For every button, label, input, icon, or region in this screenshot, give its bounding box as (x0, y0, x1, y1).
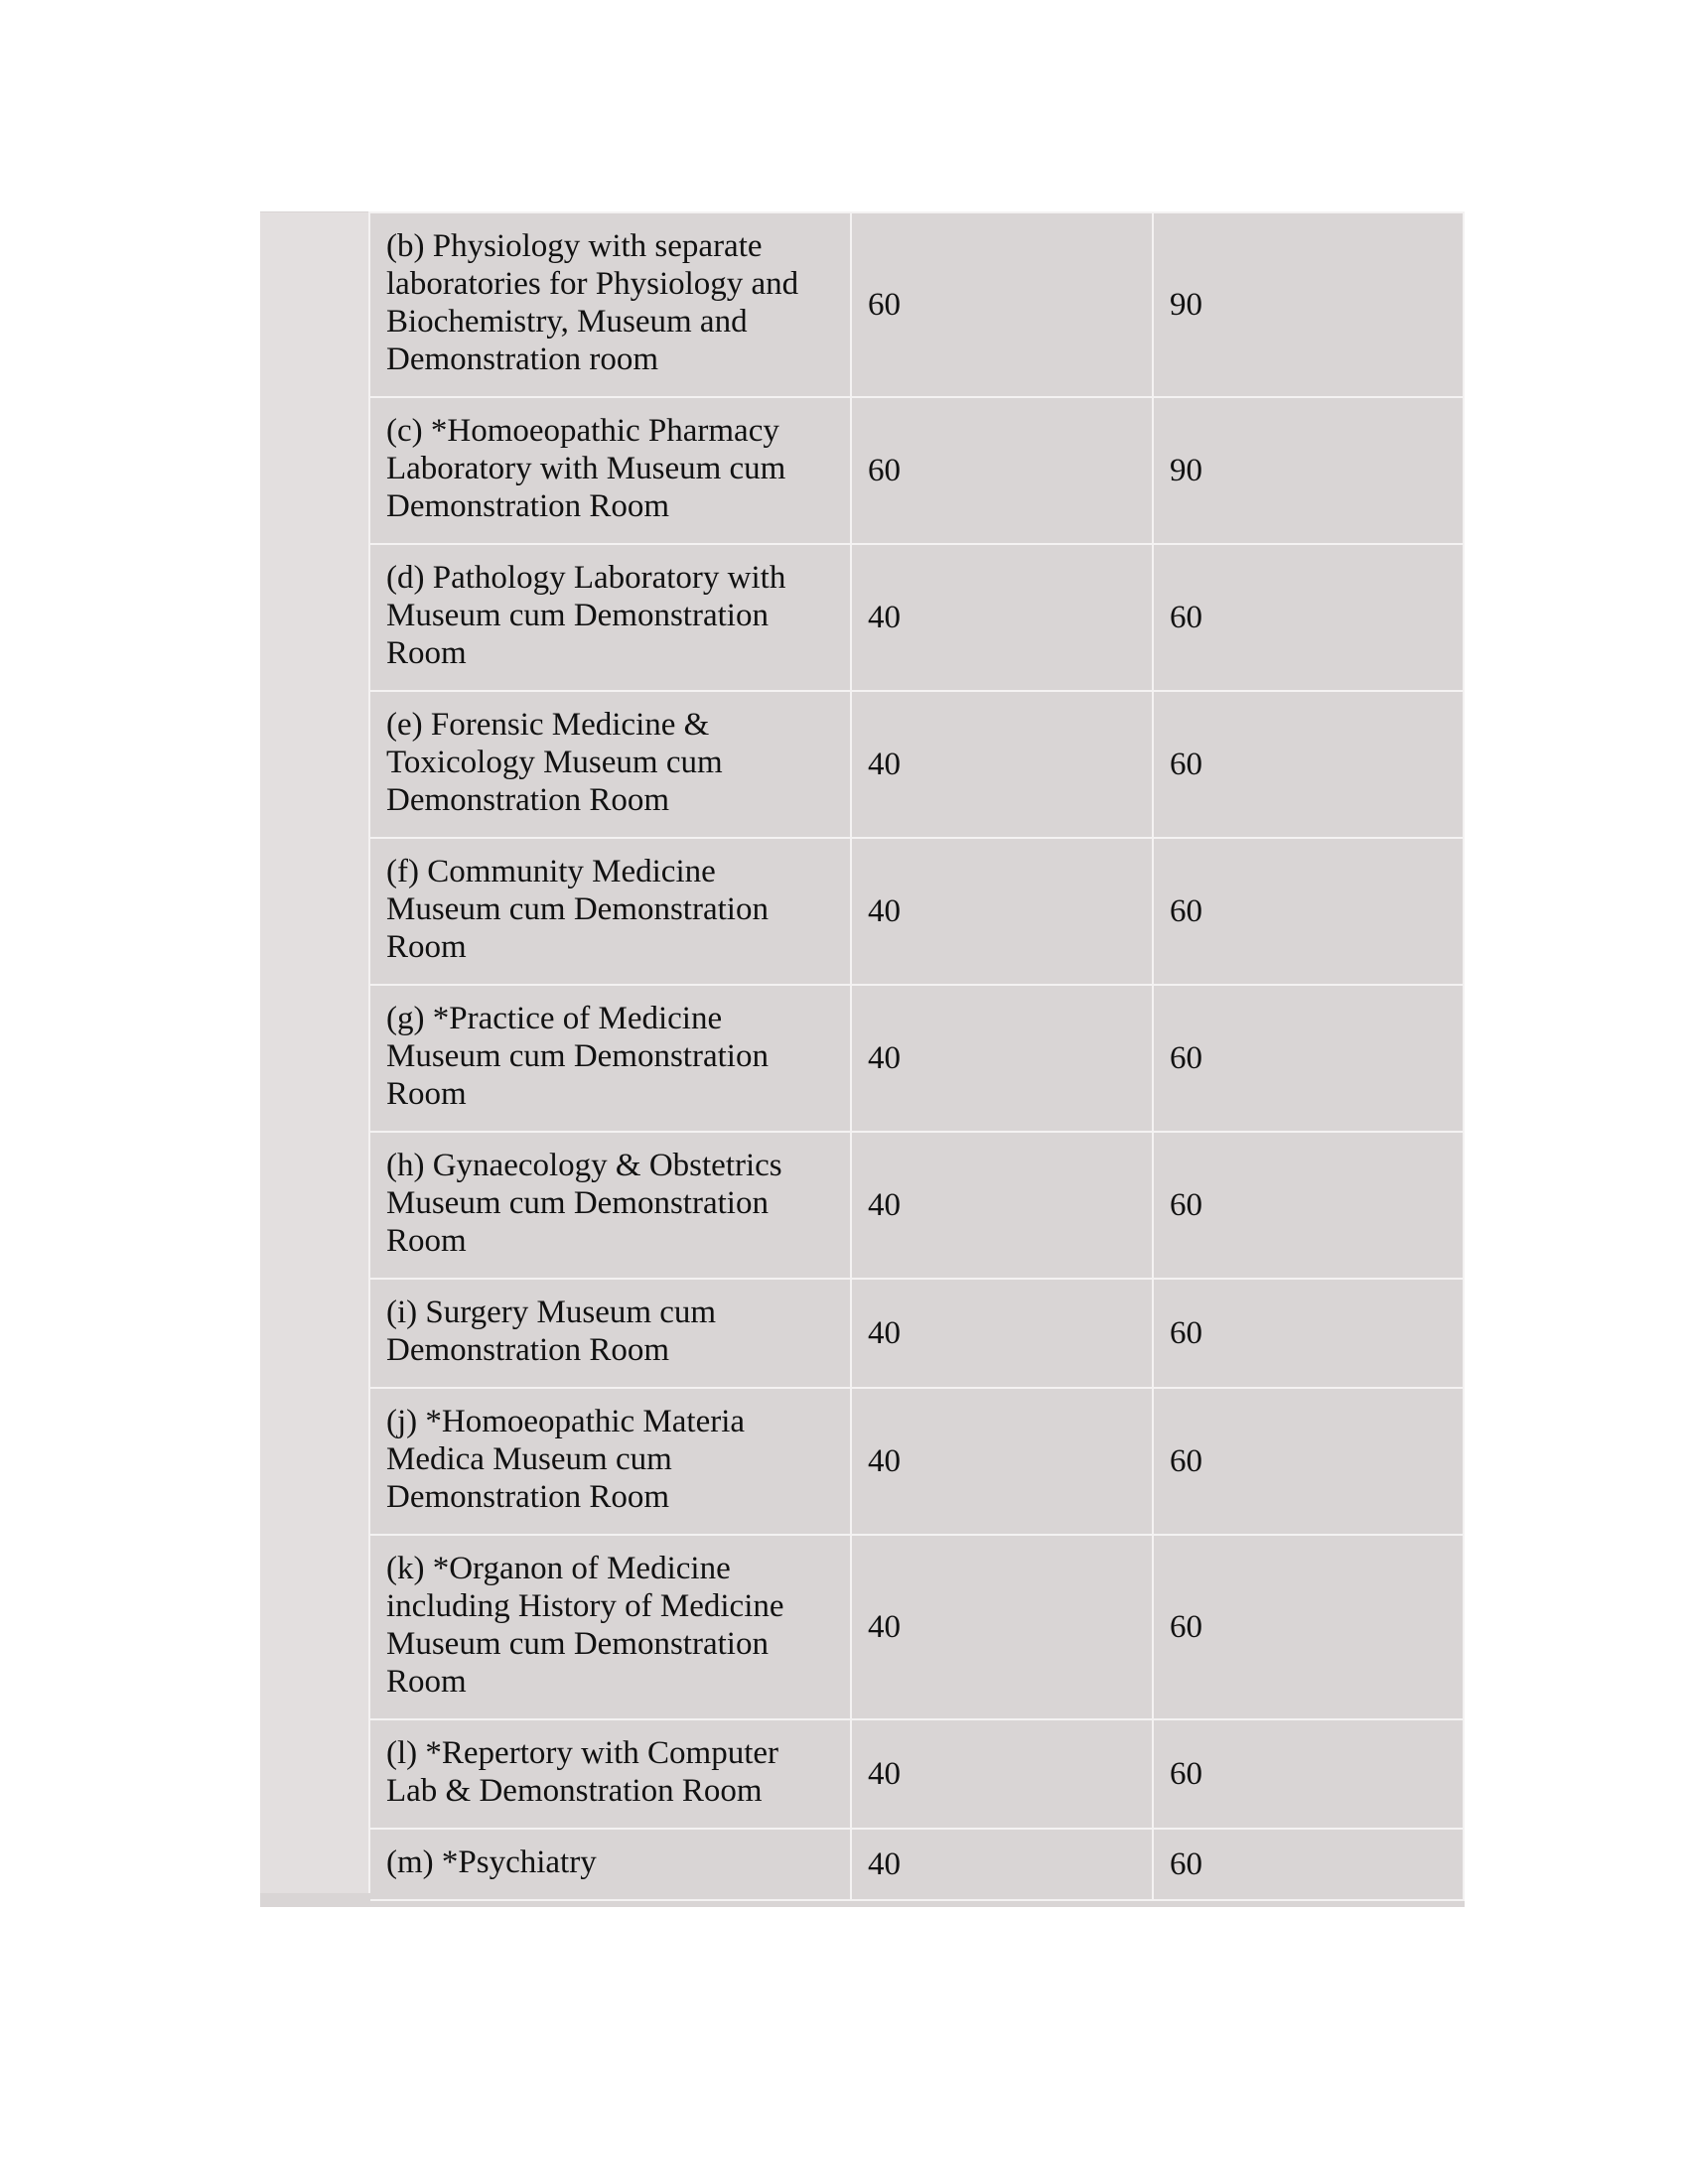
table-row (260, 1388, 1464, 1535)
blank-cell (260, 397, 369, 544)
value-column-2: 60 (1153, 1388, 1464, 1535)
value-column-2: 60 (1153, 691, 1464, 838)
room-description: (g) *Practice of Medicine Museum cum Demonstration Room (369, 985, 851, 1132)
value-column-2: 60 (1153, 1132, 1464, 1279)
table-row (260, 691, 1464, 838)
table-row (260, 1132, 1464, 1279)
value-column-1: 60 (851, 397, 1153, 544)
room-description: (d) Pathology Laboratory with Museum cum Demonstration Room (369, 544, 851, 691)
value-column-1: 40 (851, 838, 1153, 985)
blank-cell (260, 985, 369, 1132)
blank-cell (260, 1132, 369, 1279)
value-column-2: 60 (1153, 1279, 1464, 1388)
room-description: (i) Surgery Museum cum Demonstration Room (369, 1279, 851, 1388)
blank-cell (260, 1388, 369, 1535)
table-row (260, 985, 1464, 1132)
blank-cell (260, 1719, 369, 1829)
room-description: (k) *Organon of Medicine including History of Medicine Museum cum Demonstration Room (369, 1535, 851, 1719)
table-row (260, 1719, 1464, 1829)
table-row (260, 838, 1464, 985)
room-description: (j) *Homoeopathic Materia Medica Museum cum Demonstration Room (369, 1388, 851, 1535)
value-column-2: 60 (1153, 838, 1464, 985)
blank-cell (260, 838, 369, 985)
table-row (260, 1279, 1464, 1388)
value-column-2: 90 (1153, 212, 1464, 397)
blank-cell (260, 544, 369, 691)
value-column-2: 60 (1153, 1535, 1464, 1719)
requirements-table (260, 211, 1465, 1907)
room-description: (h) Gynaecology & Obstetrics Museum cum Demonstration Room (369, 1132, 851, 1279)
room-description: (b) Physiology with separate laboratories for Physiology and Biochemistry, Museum and Demonstration room (369, 212, 851, 397)
value-column-2: 60 (1153, 544, 1464, 691)
value-column-1: 40 (851, 691, 1153, 838)
blank-cell (260, 691, 369, 838)
table-row (260, 212, 1464, 397)
value-column-1: 40 (851, 1132, 1153, 1279)
room-description: (c) *Homoeopathic Pharmacy Laboratory with Museum cum Demonstration Room (369, 397, 851, 544)
value-column-2: 60 (1153, 985, 1464, 1132)
blank-cell (260, 1829, 369, 1900)
table-row (260, 397, 1464, 544)
value-column-2: 60 (1153, 1719, 1464, 1829)
table-row (260, 544, 1464, 691)
value-column-1: 40 (851, 1279, 1153, 1388)
value-column-2: 90 (1153, 397, 1464, 544)
value-column-1: 40 (851, 1388, 1153, 1535)
value-column-1: 40 (851, 1535, 1153, 1719)
value-column-1: 40 (851, 544, 1153, 691)
value-column-1: 40 (851, 985, 1153, 1132)
table-row (260, 1535, 1464, 1719)
room-description: (f) Community Medicine Museum cum Demonstration Room (369, 838, 851, 985)
blank-cell (260, 1535, 369, 1719)
value-column-1: 40 (851, 1719, 1153, 1829)
room-description: (e) Forensic Medicine & Toxicology Museum cum Demonstration Room (369, 691, 851, 838)
value-column-1: 60 (851, 212, 1153, 397)
room-description: (m) *Psychiatry (369, 1829, 851, 1900)
value-column-1: 40 (851, 1829, 1153, 1900)
room-description: (l) *Repertory with Computer Lab & Demonstration Room (369, 1719, 851, 1829)
value-column-2: 60 (1153, 1829, 1464, 1900)
table-row (260, 1829, 1464, 1900)
blank-cell (260, 1279, 369, 1388)
blank-cell (260, 212, 369, 397)
